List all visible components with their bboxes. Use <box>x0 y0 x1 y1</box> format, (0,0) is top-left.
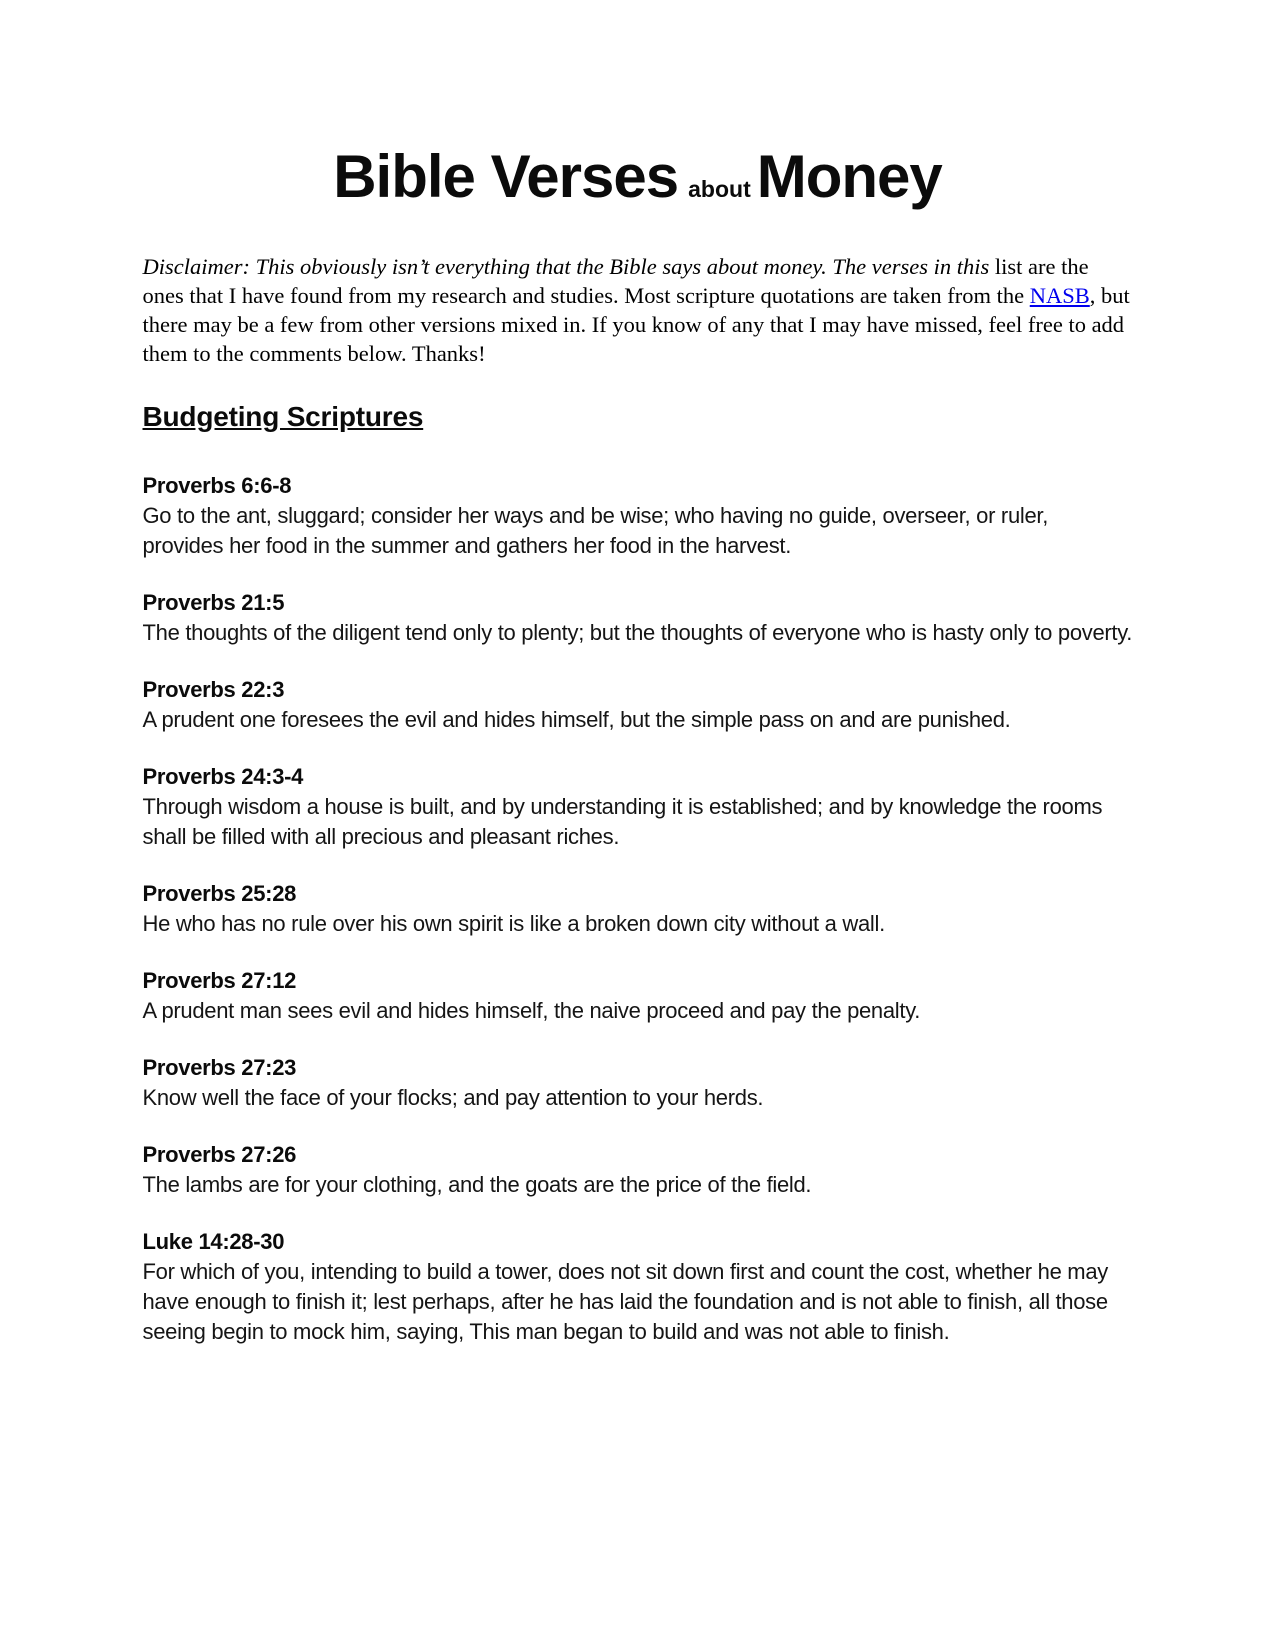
verse-reference: Proverbs 21:5 <box>142 590 285 615</box>
section-heading: Budgeting Scriptures <box>142 401 424 432</box>
verse-reference: Proverbs 6:6-8 <box>142 473 292 498</box>
disclaimer-paragraph <box>143 252 1133 368</box>
verse-text: Know well the face of your flocks; and pay attention to your herds. <box>142 1085 764 1110</box>
verse-reference: Proverbs 27:23 <box>142 1055 297 1080</box>
page-title <box>143 145 1133 208</box>
verse-text: Go to the ant, sluggard; consider her ways and be wise; who having no guide, overseer, or ruler, provides her food in the summer and gathers her food in the harvest. <box>142 503 1049 558</box>
document-page <box>143 0 1133 1347</box>
verse-text: Through wisdom a house is built, and by understanding it is established; and by knowledge the rooms shall be filled with all precious and pleasant riches. <box>142 794 1103 849</box>
verse-reference: Proverbs 25:28 <box>142 881 297 906</box>
verse-text: He who has no rule over his own spirit is like a broken down city without a wall. <box>142 911 885 936</box>
verse-entry <box>143 471 1133 561</box>
title-secondary: Money <box>756 143 942 210</box>
verse-entry <box>143 1140 1133 1200</box>
verse-text: For which of you, intending to build a tower, does not sit down first and count the cost, whether he may have enough to finish it; lest perhaps, after he has laid the foundation and is not able to finish, all those seeing begin to mock him, saying, This man began to build and was not able to finish. <box>142 1259 1108 1344</box>
verse-reference: Proverbs 27:26 <box>142 1142 297 1167</box>
verse-reference: Proverbs 27:12 <box>142 968 297 993</box>
verse-entry <box>143 966 1133 1026</box>
verse-text: A prudent man sees evil and hides himself, the naive proceed and pay the penalty. <box>142 998 921 1023</box>
verse-entry <box>143 879 1133 939</box>
title-connector: about <box>688 176 751 202</box>
nasb-link[interactable]: NASB <box>1029 283 1090 308</box>
verse-entry <box>143 762 1133 852</box>
verse-entry <box>143 1053 1133 1113</box>
verse-entry <box>143 588 1133 648</box>
verse-text: A prudent one foresees the evil and hides himself, but the simple pass on and are punished. <box>142 707 1011 732</box>
verse-entry <box>143 1227 1133 1347</box>
disclaimer-text-before-link: list are the ones that I have found from my research and studies. Most scripture quotations are taken from the <box>142 254 1089 308</box>
verse-reference: Proverbs 22:3 <box>142 677 285 702</box>
verse-reference: Proverbs 24:3-4 <box>142 764 304 789</box>
verse-reference: Luke 14:28-30 <box>142 1229 285 1254</box>
verse-text: The thoughts of the diligent tend only to plenty; but the thoughts of everyone who is hasty only to poverty. <box>142 620 1133 645</box>
disclaimer-text-after-link: , but there may be a few from other versions mixed in. If you know of any that I may have missed, feel free to add them to the comments below. Thanks! <box>142 283 1130 366</box>
title-main: Bible Verses <box>333 143 679 210</box>
verse-text: The lambs are for your clothing, and the goats are the price of the field. <box>142 1172 812 1197</box>
disclaimer-italic-text: Disclaimer: This obviously isn’t everything that the Bible says about money. The verses in this <box>142 254 995 279</box>
verse-entry <box>143 675 1133 735</box>
